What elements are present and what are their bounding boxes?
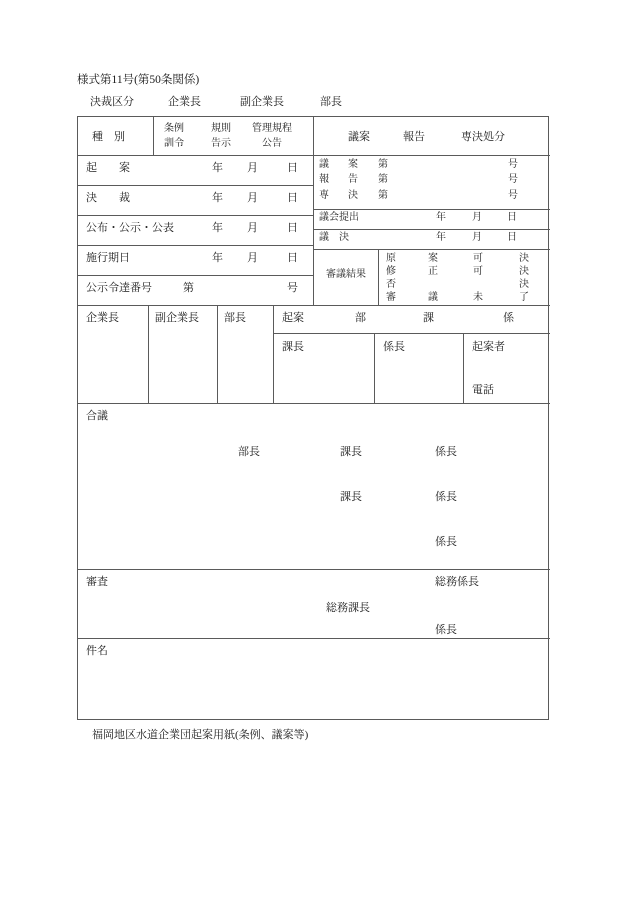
category-kunrei: 訓令	[164, 138, 184, 149]
sig-bucho: 部長	[224, 312, 246, 324]
consultation-r3-kakaricho: 係長	[435, 536, 457, 548]
draft-header-bu: 部	[355, 312, 366, 324]
draft-divider-1	[374, 333, 375, 403]
approval-column-bucho: 部長	[320, 96, 342, 108]
row-koufu-year: 年	[212, 222, 223, 234]
category-kokoku: 公告	[262, 138, 282, 149]
category-kisoku: 規則	[211, 123, 231, 134]
type-rule-2	[78, 185, 313, 186]
main-form-table	[77, 116, 549, 720]
result-r4-c3: 未	[473, 292, 483, 303]
result-r1-c4: 決	[519, 253, 529, 264]
bill-num2-a: 報	[319, 174, 329, 185]
bill-rule-3	[313, 229, 550, 230]
draft-divider-2	[463, 333, 464, 403]
approval-classification-label: 決裁区分	[90, 96, 134, 108]
bill-num3-a: 専	[319, 190, 329, 201]
type-rule-1	[78, 155, 313, 156]
row-kessai-label: 決 裁	[86, 192, 130, 204]
draft-header-kakari: 係	[503, 312, 514, 324]
type-header-label: 種 別	[92, 131, 125, 143]
result-r1-c2: 案	[428, 253, 438, 264]
approval-column-kigyocho: 企業長	[168, 96, 201, 108]
approval-column-fukukigyocho: 副企業長	[240, 96, 284, 108]
bill-num1-dai: 第	[378, 159, 388, 170]
subject-title: 件名	[86, 645, 108, 657]
row-shikou-day: 日	[287, 252, 298, 264]
bill-submit-label: 議会提出	[319, 212, 359, 223]
result-r4-c1: 審	[386, 292, 396, 303]
draft-header-rule	[273, 333, 550, 334]
consultation-r1-kacho: 課長	[340, 446, 362, 458]
sig-kigyocho: 企業長	[86, 312, 119, 324]
result-r1-c3: 可	[473, 253, 483, 264]
result-r2-c4: 決	[519, 266, 529, 277]
draft-drafter-label: 起案者	[472, 341, 505, 353]
band-rule-subject-top	[78, 638, 550, 639]
type-rule-3	[78, 215, 313, 216]
result-r2-c3: 可	[473, 266, 483, 277]
consultation-title: 合議	[86, 410, 108, 422]
consultation-r2-kakaricho: 係長	[435, 491, 457, 503]
row-shikou-year: 年	[212, 252, 223, 264]
type-rule-4	[78, 245, 313, 246]
form-number: 様式第11号(第50条関係)	[77, 74, 200, 86]
bill-header-gian: 議案	[348, 131, 370, 143]
row-koufu-month: 月	[247, 222, 258, 234]
result-label-divider	[378, 249, 379, 305]
bill-decision-label: 議 決	[319, 232, 349, 243]
bill-num1-go: 号	[508, 159, 518, 170]
band-rule-review-top	[78, 569, 550, 570]
main-vertical-divider	[313, 117, 314, 305]
row-kian-month: 月	[247, 162, 258, 174]
band-rule-consultation-top	[78, 403, 550, 404]
consultation-r1-kakaricho: 係長	[435, 446, 457, 458]
review-kakaricho: 係長	[435, 624, 457, 636]
bill-rule-2	[313, 209, 550, 210]
sig-divider-3	[273, 305, 274, 403]
result-r3-c1: 否	[386, 279, 396, 290]
consultation-r2-kacho: 課長	[340, 491, 362, 503]
sig-fukukigyocho: 副企業長	[155, 312, 199, 324]
type-rule-5	[78, 275, 313, 276]
draft-kakaricho: 係長	[383, 341, 405, 353]
bill-header-senketsu: 専決処分	[461, 131, 505, 143]
bill-num1-a: 議	[319, 159, 329, 170]
category-kanrikitei: 管理規程	[252, 123, 292, 134]
row-reitatsu-dai: 第	[183, 282, 194, 294]
review-title: 審査	[86, 576, 108, 588]
draft-phone-label: 電話	[472, 384, 494, 396]
row-reitatsu-label: 公示令達番号	[86, 282, 152, 294]
draft-header-label: 起案	[282, 312, 304, 324]
draft-kacho: 課長	[282, 341, 304, 353]
row-kian-label: 起 案	[86, 162, 130, 174]
bill-rule-1	[313, 155, 550, 156]
row-kian-day: 日	[287, 162, 298, 174]
bill-num3-dai: 第	[378, 190, 388, 201]
row-koufu-day: 日	[287, 222, 298, 234]
consultation-r1-bucho: 部長	[238, 446, 260, 458]
result-r2-c2: 正	[428, 266, 438, 277]
row-kessai-year: 年	[212, 192, 223, 204]
bill-header-houkoku: 報告	[403, 131, 425, 143]
sig-divider-2	[217, 305, 218, 403]
bill-num3-go: 号	[508, 190, 518, 201]
draft-header-ka: 課	[423, 312, 434, 324]
type-header-divider	[153, 117, 154, 155]
bill-num3-b: 決	[348, 190, 358, 201]
result-r2-c1: 修	[386, 266, 396, 277]
bill-num2-b: 告	[348, 174, 358, 185]
bill-submit-month: 月	[472, 212, 482, 223]
bill-decision-year: 年	[436, 232, 446, 243]
row-kian-year: 年	[212, 162, 223, 174]
review-somu-kacho: 総務課長	[326, 602, 370, 614]
form-caption: 福岡地区水道企業団起案用紙(条例、議案等)	[92, 729, 309, 741]
result-r1-c1: 原	[386, 253, 396, 264]
row-shikou-label: 施行期日	[86, 252, 130, 264]
bill-submit-day: 日	[507, 212, 517, 223]
category-kokuji: 告示	[211, 138, 231, 149]
bill-num2-go: 号	[508, 174, 518, 185]
result-r4-c4: 了	[519, 292, 529, 303]
row-kessai-day: 日	[287, 192, 298, 204]
row-kessai-month: 月	[247, 192, 258, 204]
row-shikou-month: 月	[247, 252, 258, 264]
bill-decision-day: 日	[507, 232, 517, 243]
bill-num2-dai: 第	[378, 174, 388, 185]
review-somu-kakaricho: 総務係長	[435, 576, 479, 588]
row-reitatsu-go: 号	[287, 282, 298, 294]
bill-rule-4	[313, 249, 550, 250]
sig-divider-1	[148, 305, 149, 403]
result-label: 審議結果	[326, 269, 366, 280]
category-jorei: 条例	[164, 123, 184, 134]
result-r4-c2: 議	[428, 292, 438, 303]
row-koufu-label: 公布・公示・公表	[86, 222, 174, 234]
result-r3-c4: 決	[519, 279, 529, 290]
bill-num1-b: 案	[348, 159, 358, 170]
bill-submit-year: 年	[436, 212, 446, 223]
bill-decision-month: 月	[472, 232, 482, 243]
